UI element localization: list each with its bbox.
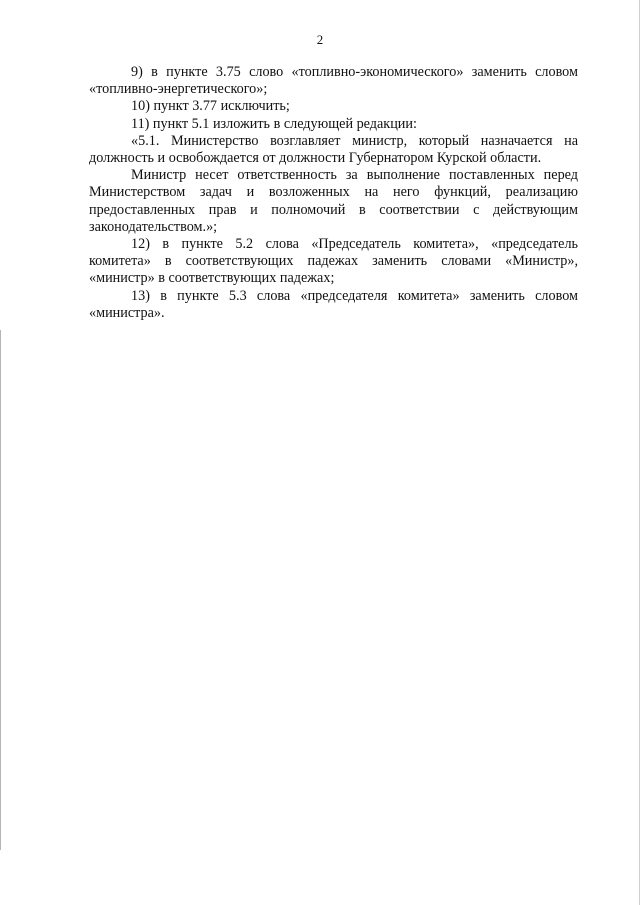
paragraph-item-10: 10) пункт 3.77 исключить; — [131, 98, 290, 115]
scan-edge-left — [0, 330, 1, 850]
paragraph-minister-responsibility: Министр несет ответственность за выполнение поставленных перед Министерством задач и возложенных на него функций, реализацию предоставленных прав и полномочий в соответствии с действующим законодательством.»; — [89, 167, 578, 235]
paragraph-item-11: 11) пункт 5.1 изложить в следующей редакции: — [131, 115, 417, 132]
paragraph-clause-5-1: «5.1. Министерство возглавляет министр, который назначается на должность и освобождается от должности Губернатором Курской области. — [89, 132, 578, 167]
paragraph-item-9: 9) в пункте 3.75 слово «топливно-экономического» заменить словом «топливно-энергетического»; — [89, 64, 578, 98]
paragraph-item-12: 12) в пункте 5.2 слова «Председатель комитета», «председатель комитета» в соответствующих падежах заменить словами «Министр», «министр» в соответствующих падежах; — [89, 236, 578, 287]
page-number: 2 — [316, 32, 324, 47]
paragraph-item-13: 13) в пункте 5.3 слова «председателя комитета» заменить словом «министра». — [89, 287, 578, 321]
document-body — [89, 64, 578, 322]
